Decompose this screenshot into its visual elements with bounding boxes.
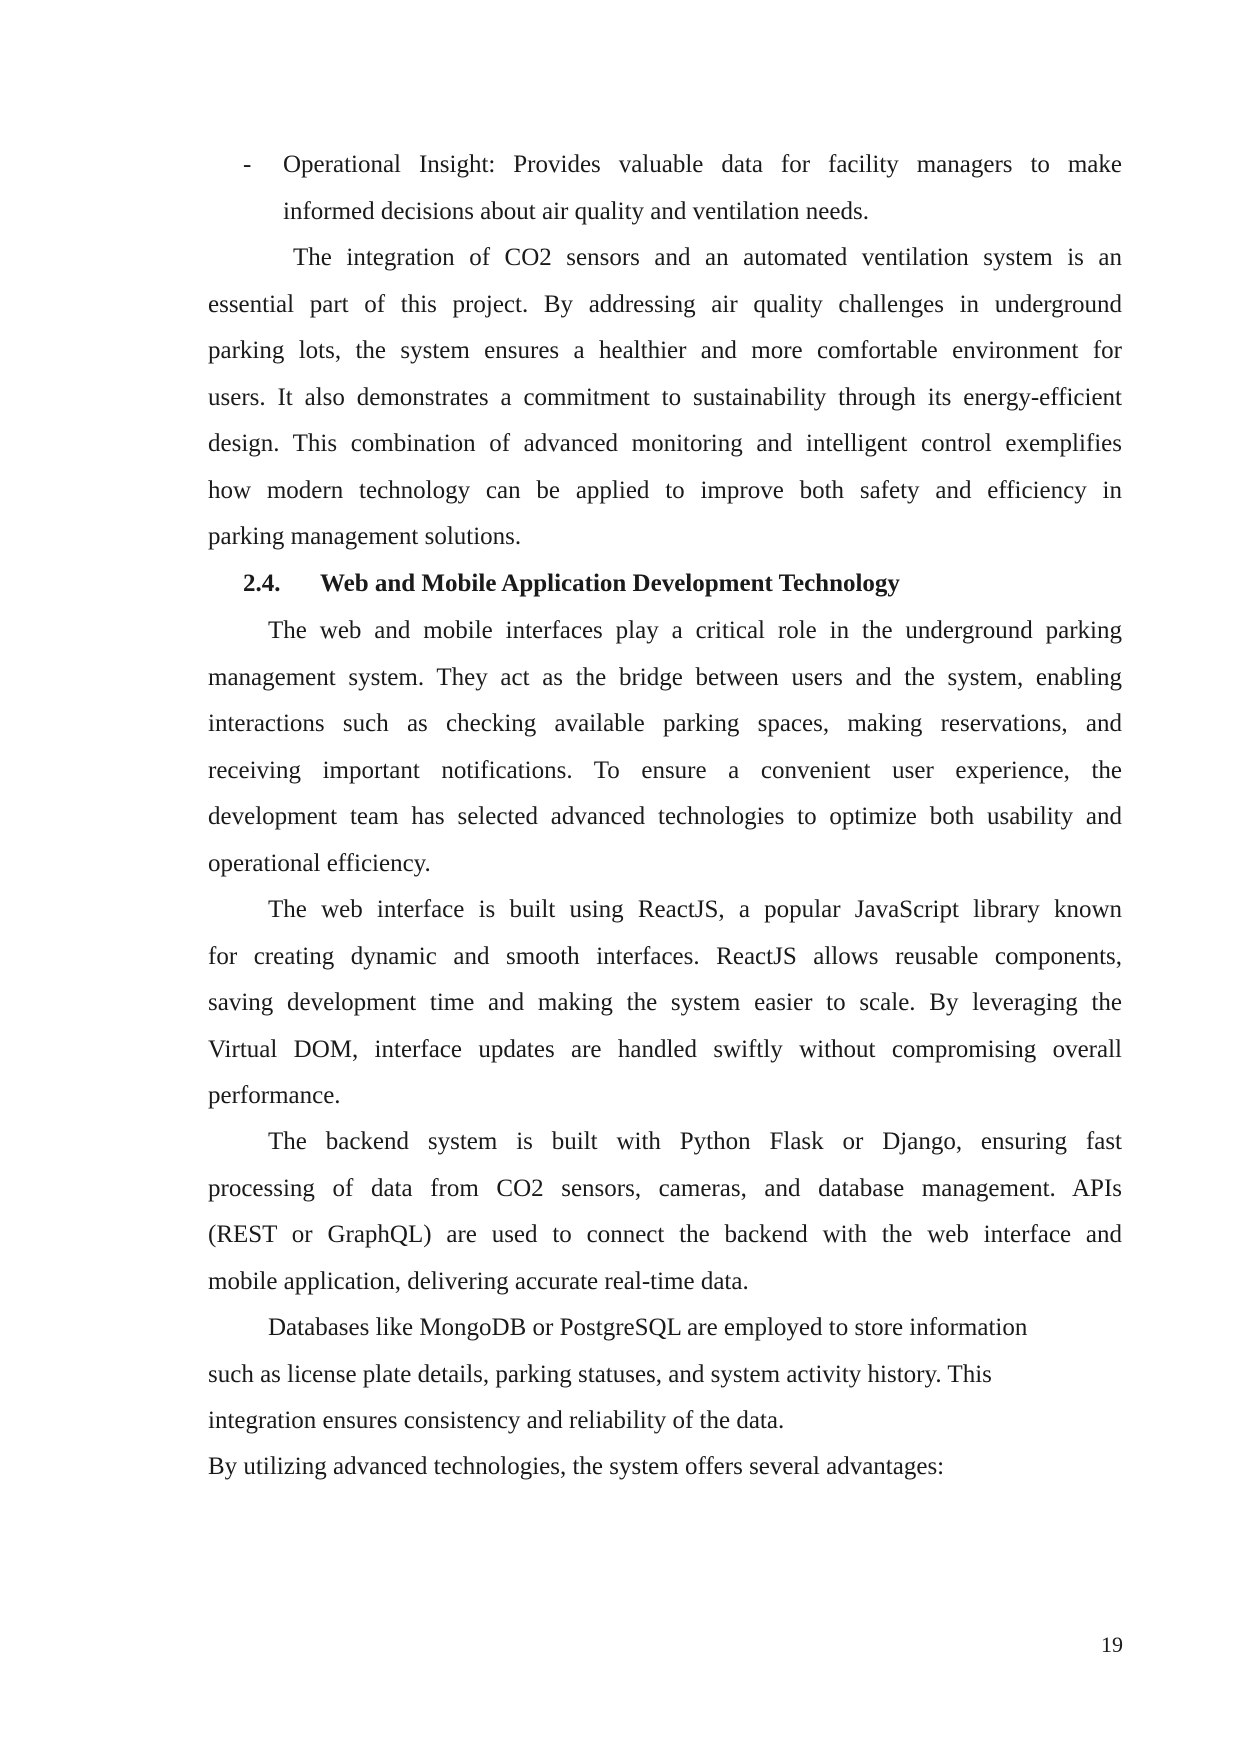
- text-line: mobile application, delivering accurate real-time data.: [208, 1267, 749, 1295]
- bullet-item-operational-insight: [283, 142, 1122, 235]
- text-line: The web interface is built using ReactJS, a popular JavaScript library known: [268, 896, 1122, 923]
- text-line: processing of data from CO2 sensors, cameras, and database management. APIs: [208, 1174, 1122, 1202]
- text-line: essential part of this project. By addressing air quality challenges in underground: [208, 290, 1122, 318]
- text-line: users. It also demonstrates a commitment to sustainability through its energy-efficient: [208, 383, 1122, 411]
- text-line: Operational Insight: Provides valuable data for facility managers to make: [283, 151, 1122, 178]
- text-line: design. This combination of advanced monitoring and intelligent control exemplifies: [208, 430, 1122, 457]
- text-line: (REST or GraphQL) are used to connect the backend with the web interface and: [208, 1221, 1122, 1248]
- section-number: 2.4.: [243, 570, 281, 597]
- text-line: receiving important notifications. To ensure a convenient user experience, the: [208, 756, 1122, 784]
- text-line: Virtual DOM, interface updates are handled swiftly without compromising overall: [208, 1035, 1122, 1063]
- paragraph-ventilation-summary: [208, 235, 1122, 561]
- text-line: informed decisions about air quality and ventilation needs.: [283, 197, 869, 225]
- paragraph-interfaces-intro: [208, 608, 1122, 887]
- text-line: such as license plate details, parking statuses, and system activity history. This: [208, 1360, 992, 1388]
- text-line: interactions such as checking available parking spaces, making reservations, and: [208, 710, 1122, 737]
- text-line: The web and mobile interfaces play a critical role in the underground parking: [268, 617, 1122, 644]
- text-line: integration ensures consistency and reliability of the data.: [208, 1407, 785, 1434]
- paragraph-databases: [208, 1305, 1122, 1445]
- text-line: By utilizing advanced technologies, the system offers several advantages:: [208, 1453, 945, 1480]
- text-line: for creating dynamic and smooth interfaces. ReactJS allows reusable components,: [208, 942, 1122, 970]
- text-line: development team has selected advanced technologies to optimize both usability and: [208, 803, 1122, 830]
- text-line: performance.: [208, 1082, 341, 1109]
- text-line: saving development time and making the system easier to scale. By leveraging the: [208, 989, 1122, 1016]
- text-line: Databases like MongoDB or PostgreSQL are employed to store information: [268, 1314, 1028, 1341]
- bullet-marker: -: [243, 151, 252, 178]
- paragraph-advantages-intro: [208, 1444, 1122, 1491]
- text-line: management system. They act as the bridge between users and the system, enabling: [208, 663, 1122, 691]
- text-line: parking lots, the system ensures a healthier and more comfortable environment for: [208, 337, 1122, 364]
- paragraph-reactjs: [208, 887, 1122, 1120]
- paragraph-backend: [208, 1119, 1122, 1305]
- text-line: operational efficiency.: [208, 849, 431, 877]
- text-line: The backend system is built with Python Flask or Django, ensuring fast: [268, 1128, 1122, 1155]
- text-line: parking management solutions.: [208, 523, 522, 550]
- text-line: The integration of CO2 sensors and an automated ventilation system is an: [293, 244, 1122, 271]
- text-line: how modern technology can be applied to improve both safety and efficiency in: [208, 476, 1122, 504]
- section-heading: Web and Mobile Application Development Technology: [320, 570, 900, 597]
- page-number: 19: [1101, 1632, 1123, 1657]
